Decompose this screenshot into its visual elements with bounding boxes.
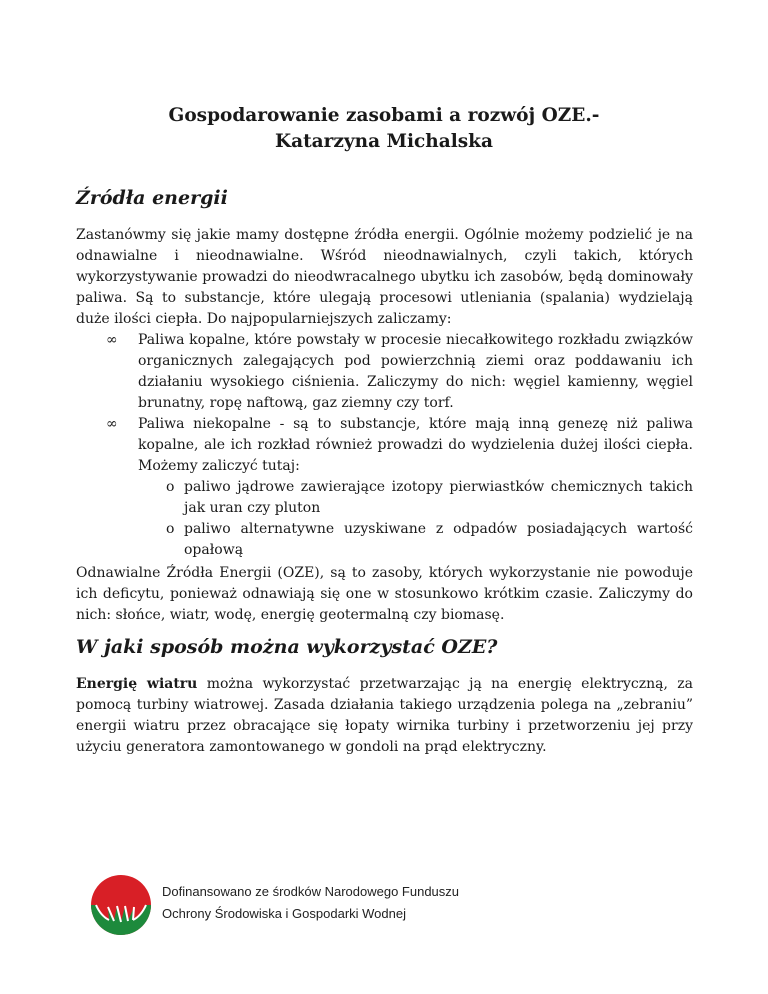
section-heading-energy-sources: Źródła energii [76,187,228,209]
oze-paragraph: Odnawialne Źródła Energii (OZE), są to zasoby, których wykorzystanie nie powoduje ich deficytu, ponieważ odnawiają się one w stosunkowo krótkim czasie. Zaliczymy do nich: słońce, wiatr, wodę, energię geotermalną czy biomasę. [76,565,693,623]
infinity-bullet-icon: ∞ [106,416,118,432]
list-item [76,414,693,561]
footer-line-2: Ochrony Środowiska i Gospodarki Wodnej [162,906,406,921]
funding-footer [90,874,690,944]
sub-list-item-text: paliwo jądrowe zawierające izotopy pierwiastków chemicznych takich jak uran czy pluton [184,479,693,516]
title-line-2: Katarzyna Michalska [275,131,493,152]
list-item [76,330,693,414]
section-heading-oze-usage: W jaki sposób można wykorzystać OZE? [76,636,498,658]
wind-energy-lead: Energię wiatru [76,676,198,692]
sub-list-item-text: paliwo alternatywne uzyskiwane z odpadów posiadających wartość opałową [184,521,693,558]
list-item-text: Paliwa niekopalne - są to substancje, które mają inną genezę niż paliwa kopalne, ale ich rozkład również prowadzi do wydzielenia dużej ilości ciepła. Możemy zaliczyć tutaj: [138,416,693,474]
circle-bullet-icon: o [166,479,175,495]
circle-bullet-icon: o [166,521,175,537]
infinity-bullet-icon: ∞ [106,332,118,348]
wind-energy-text: można wykorzystać przetwarzając ją na energię elektryczną, za pomocą turbiny wiatrowej. Zasada działania takiego urządzenia polega na „zebraniu” energii wiatru przez obracające się łopaty wirnika turbiny i przetworzeniu jej przy użyciu generatora zamontowanego w gondoli na prąd elektryczny. [76,676,694,755]
wind-energy-paragraph [76,674,693,758]
footer-line-1: Dofinansowano ze środków Narodowego Funduszu [162,884,460,899]
nfosigw-logo-icon [90,874,152,936]
sub-list [138,477,693,561]
sub-list-item [138,477,693,519]
fuel-list [76,330,693,561]
sub-list-item [138,519,693,561]
list-item-text: Paliwa kopalne, które powstały w procesie niecałkowitego rozkładu związków organicznych zalegających pod powierzchnią ziemi oraz poddawaniu ich działaniu wysokiego ciśnienia. Zaliczymy do nich: węgiel kamienny, węgiel brunatny, ropę naftową, gaz ziemny czy torf. [138,332,693,411]
page-title [0,103,768,155]
title-line-1: Gospodarowanie zasobami a rozwój OZE.- [168,105,600,126]
intro-paragraph: Zastanówmy się jakie mamy dostępne źródła energii. Ogólnie możemy podzielić je na odnawialne i nieodnawialne. Wśród nieodnawialnych, czyli takich, których wykorzystywanie prowadzi do nieodwracalnego ubytku ich zasobów, będą dominowały paliwa. Są to substancje, które ulegają procesowi utleniania (spalania) wydzielają duże ilości ciepła. Do najpopularniejszych zaliczamy: [76,227,693,327]
